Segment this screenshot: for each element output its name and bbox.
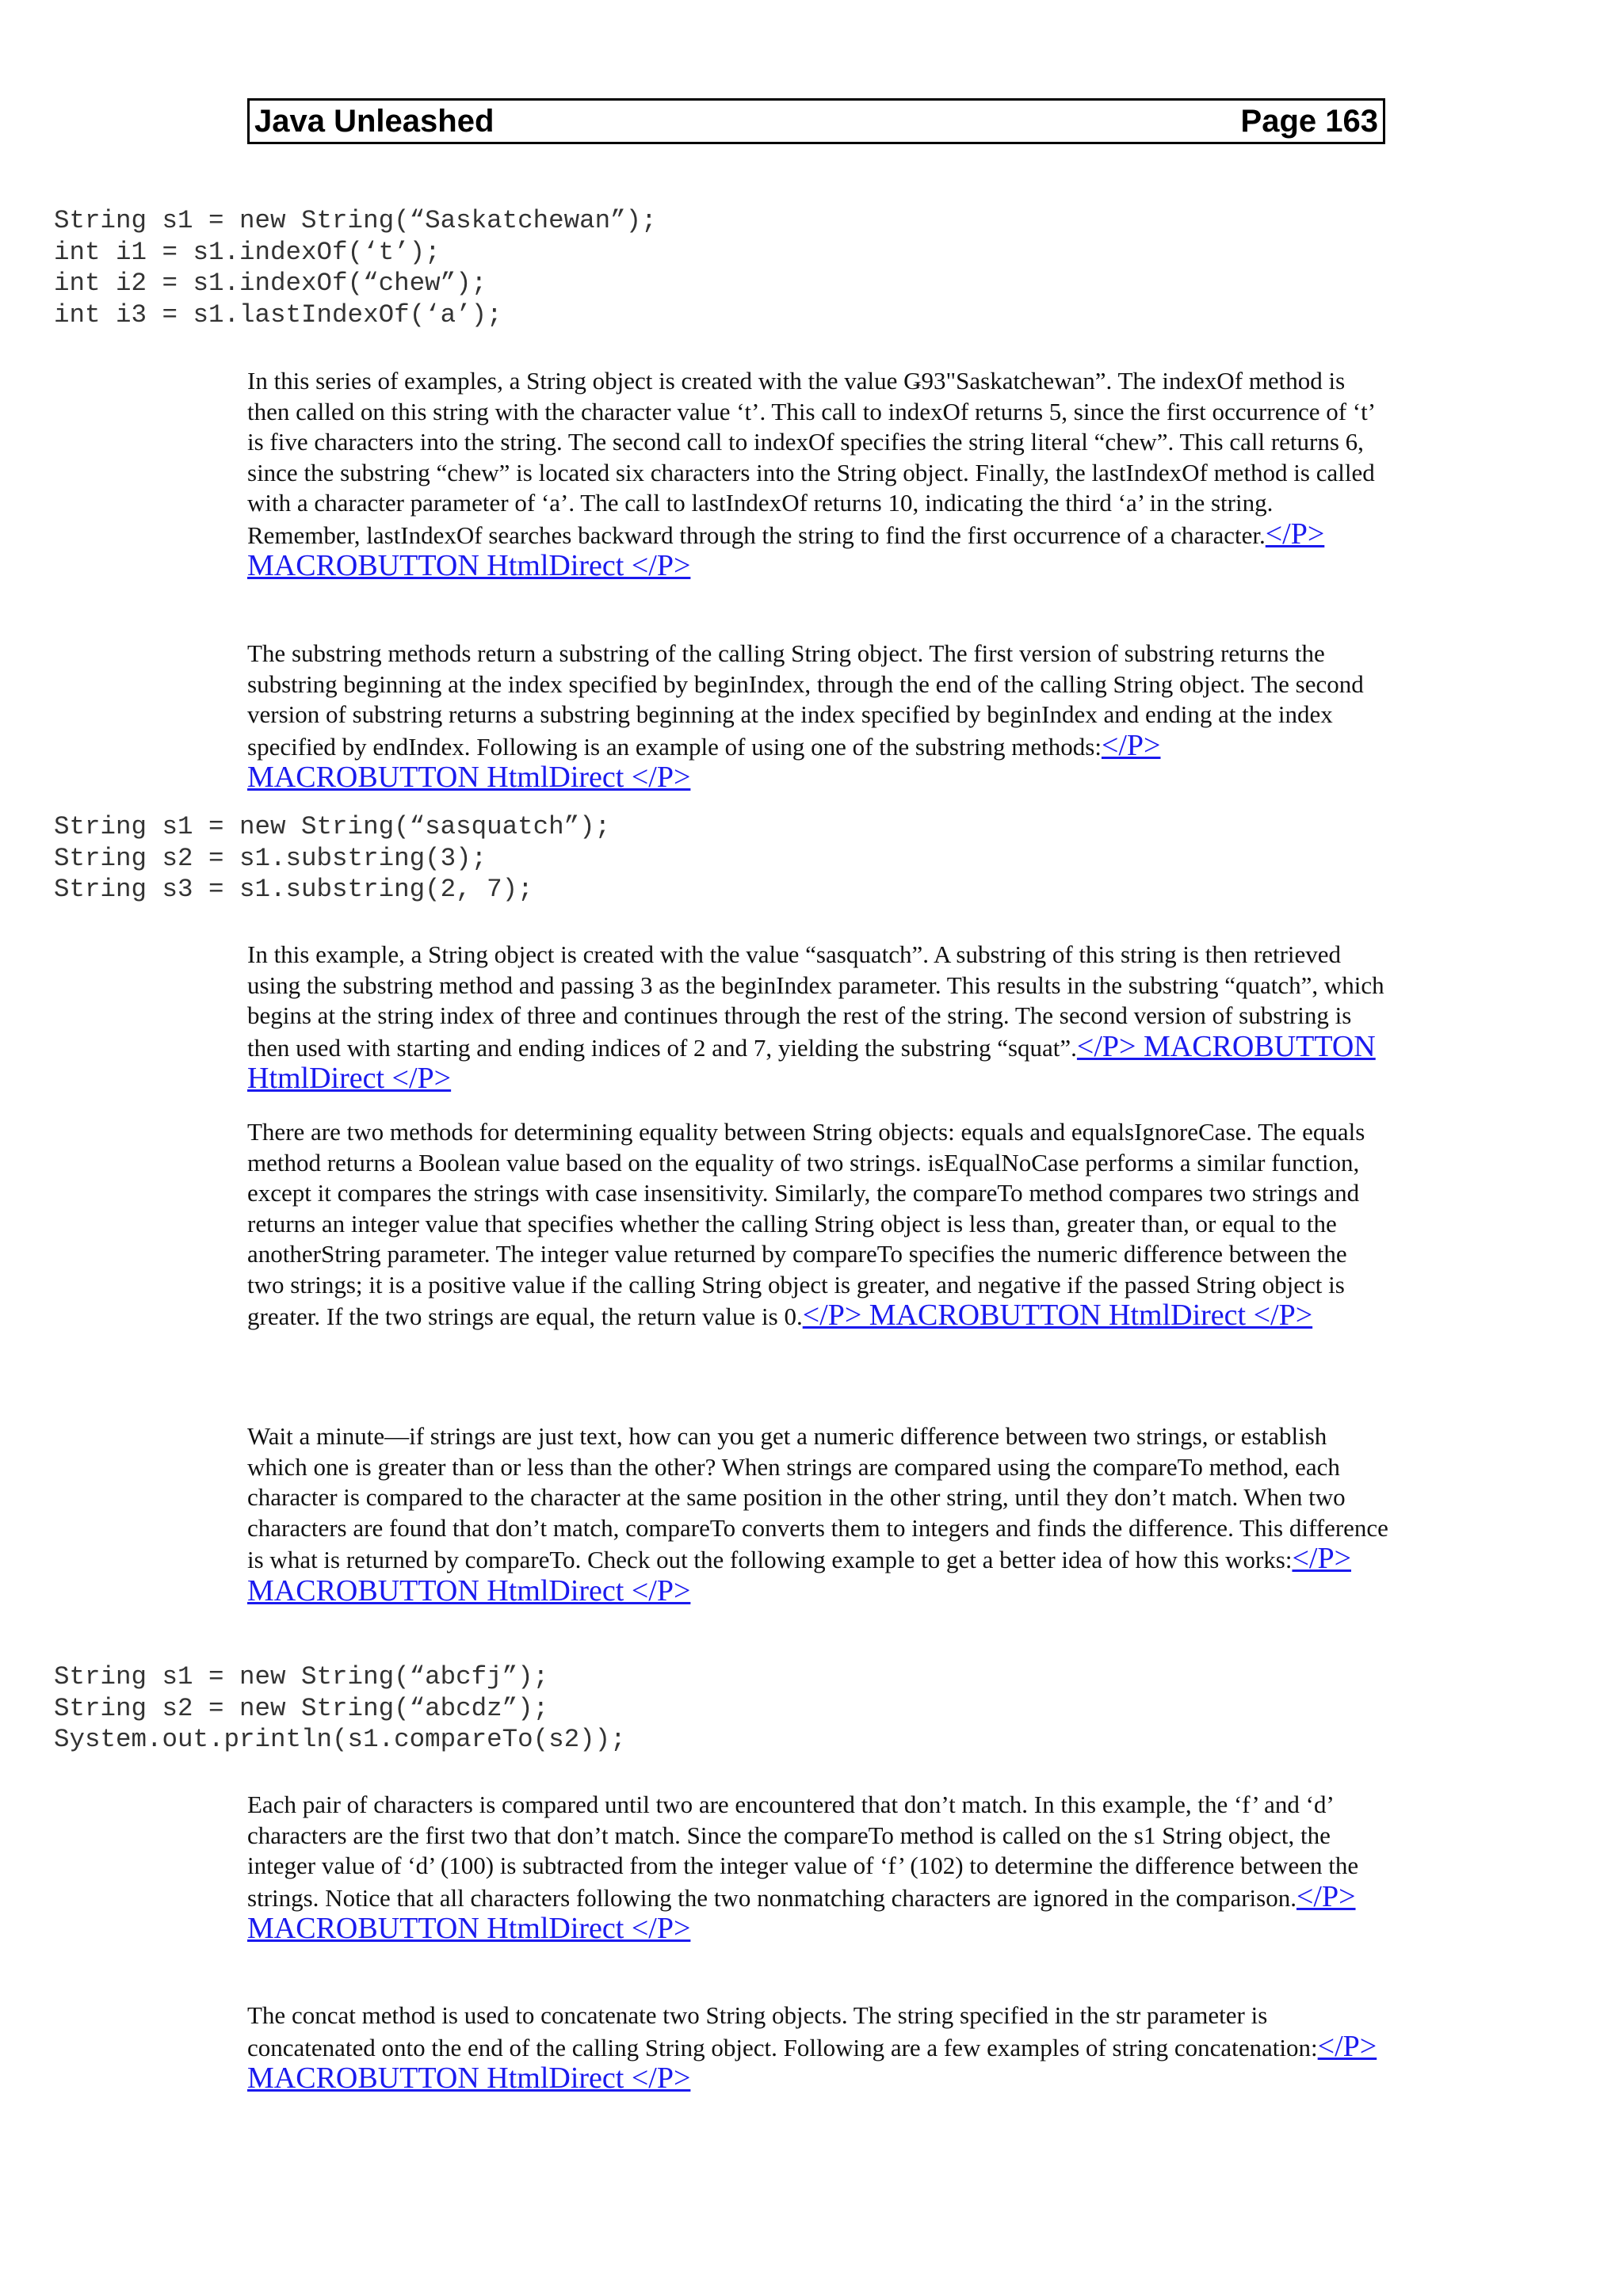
macrobutton-link[interactable]: </P> MACROBUTTON HtmlDirect </P> [247,1879,1356,1945]
book-title: Java Unleashed [254,103,495,139]
macrobutton-link[interactable]: </P> MACROBUTTON HtmlDirect </P> [247,517,1325,582]
macrobutton-link[interactable]: </P> MACROBUTTON HtmlDirect </P> [247,728,1161,794]
macrobutton-link[interactable]: </P> MACROBUTTON HtmlDirect </P> [247,1542,1352,1608]
paragraph-text: The concat method is used to concatenate two String objects. The string specified in the str parameter is concatenated onto the end of the calling String object. Following are a few examples of string concatenation: [247,2001,1318,2061]
paragraph-compareto-example [247,1790,1388,1946]
code-line: int i2 = s1.indexOf(“chew”); [54,269,487,298]
code-line: String s1 = new String(“abcfj”); [54,1662,549,1691]
paragraph-text: Wait a minute—if strings are just text, how can you get a numeric difference between two strings, or establish which one is greater than or less than the other? When strings are compared using the compareTo method, each character is compared to the character at the same position in the other string, until they don’t match. When two characters are found that don’t match, compareTo converts them to integers and finds the difference. This difference is what is returned by compareTo. Check out the following example to get a better idea of how this works: [247,1422,1388,1573]
paragraph-text: There are two methods for determining equality between String objects: equals and equalsIgnoreCase. The equals method returns a Boolean value based on the equality of two strings. isEqualNoCase performs a similar function, except it compares the strings with case insensitivity. Similarly, the compareTo method compares two strings and returns an integer value that specifies whether the calling String object is less than, greater than, or equal to the anotherString parameter. The integer value returned by compareTo specifies the numeric difference between the two strings; it is a positive value if the calling String object is greater, and negative if the passed String object is greater. If the two strings are equal, the return value is 0. [247,1118,1365,1330]
macrobutton-link[interactable]: </P> MACROBUTTON HtmlDirect </P> [802,1299,1313,1332]
code-line: int i1 = s1.indexOf(‘t’); [54,237,441,267]
paragraph-indexof-explanation [247,366,1388,583]
code-block-indexof [54,205,657,330]
page-header [247,98,1385,144]
code-line: String s2 = s1.substring(3); [54,843,487,873]
paragraph-text: Each pair of characters is compared until two are encountered that don’t match. In this example, the ‘f’ and ‘d’ characters are the first two that don’t match. Since the compareTo method is called on the s1 String object, the integer value of ‘d’ (100) is subtracted from the integer value of ‘f’ (102) to determine the difference between the strings. Notice that all characters following the two nonmatching characters are ignored in the comparison. [247,1791,1359,1912]
code-line: int i3 = s1.lastIndexOf(‘a’); [54,299,502,330]
code-block-compareto [54,1661,626,1756]
paragraph-substring-example [247,940,1388,1096]
code-line: String s1 = new String(“sasquatch”); [54,812,611,841]
paragraph-equality-methods [247,1117,1388,1333]
code-block-substring [54,811,610,906]
page-number: Page 163 [1240,103,1378,139]
code-line: String s2 = new String(“abcdz”); [54,1693,549,1723]
code-line: String s1 = new String(“Saskatchewan”); [54,206,657,235]
paragraph-text: The substring methods return a substring of the calling String object. The first version of substring returns the substring beginning at the index specified by beginIndex, through the end of the calling String object. The second version of substring returns a substring beginning at the index specified by beginIndex and ending at the index specified by endIndex. Following is an example of using one of the substring methods: [247,639,1364,761]
paragraph-compareto-explanation [247,1421,1388,1608]
paragraph-text: In this series of examples, a String object is created with the value Ǥ93"Saskatchewan”. The indexOf method is then called on this string with the character value ‘t’. This call to indexOf returns 5, since the first occurrence of ‘t’ is five characters into the string. The second call to indexOf specifies the string literal “chew”. This call returns 6, since the substring “chew” is located six characters into the String object. Finally, the lastIndexOf method is called with a character parameter of ‘a’. The call to lastIndexOf returns 10, indicating the third ‘a’ in the string. Remember, lastIndexOf searches backward through the string to find the first occurrence of a character. [247,367,1375,549]
paragraph-text: In this example, a String object is created with the value “sasquatch”. A substring of this string is then retrieved using the substring method and passing 3 as the beginIndex parameter. This results in the substring “quatch”, which begins at the string index of three and continues through the rest of the string. The second version of substring is then used with starting and ending indices of 2 and 7, yielding the substring “squat”. [247,940,1384,1062]
macrobutton-link[interactable]: </P> MACROBUTTON HtmlDirect </P> [247,1029,1376,1095]
code-line: String s3 = s1.substring(2, 7); [54,875,533,904]
paragraph-concat [247,2000,1388,2096]
macrobutton-link[interactable]: </P> MACROBUTTON HtmlDirect </P> [247,2029,1377,2095]
paragraph-substring-methods [247,639,1388,795]
code-line: System.out.println(s1.compareTo(s2)); [54,1725,626,1754]
